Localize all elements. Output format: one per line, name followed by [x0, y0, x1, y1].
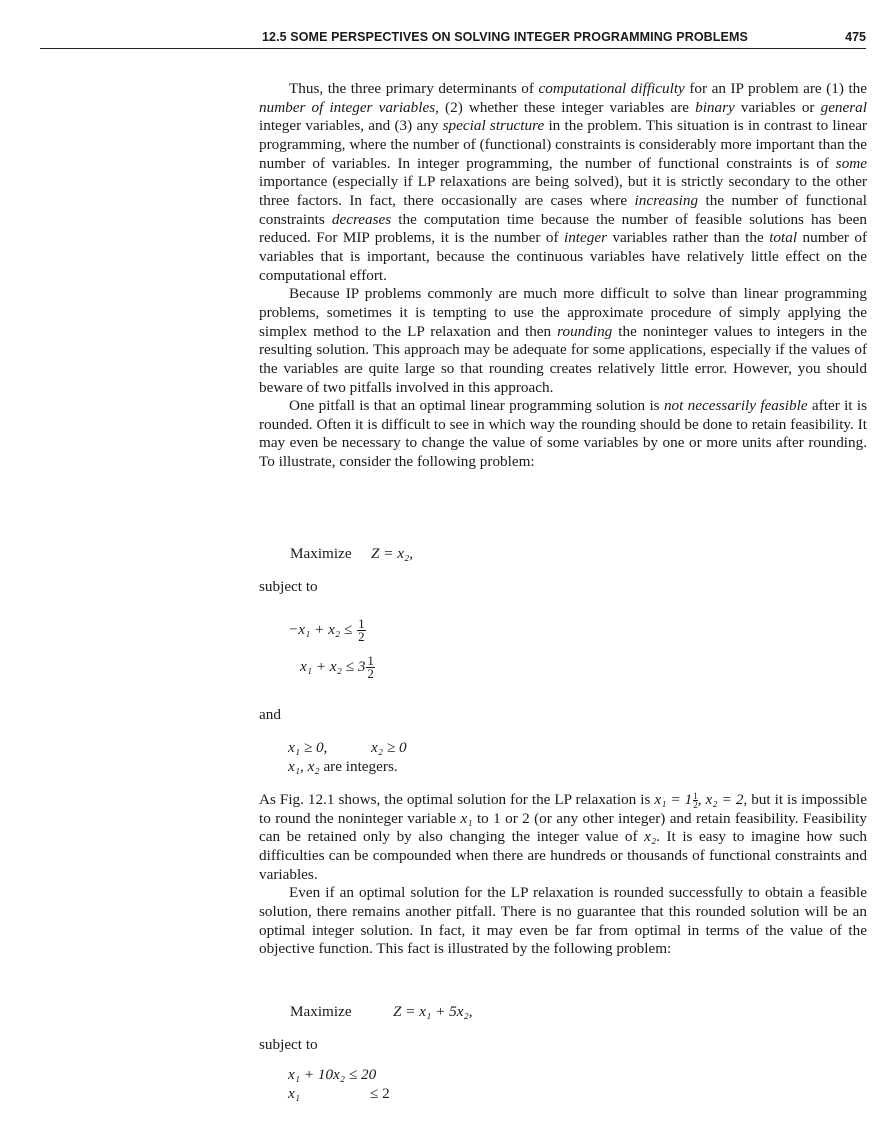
- problem2-subject-to: subject to: [259, 1036, 318, 1053]
- page-number: 475: [845, 30, 866, 44]
- header-rule: [40, 48, 866, 49]
- problem2-constraint-1: x₁ + 10x₂ ≤ 20: [288, 1066, 377, 1083]
- problem1-integer-condition: x₁, x₂ are integers.: [288, 758, 398, 775]
- problem2-constraint-2-lhs: x₁: [288, 1085, 301, 1102]
- problem2-constraint-2-rhs: ≤ 2: [370, 1085, 390, 1102]
- problem1-maximize-label: Maximize: [290, 545, 352, 562]
- running-header: [262, 28, 866, 48]
- problem1-and: and: [259, 706, 281, 723]
- problem1-nonneg-x1: x₁ ≥ 0,: [288, 739, 328, 756]
- fraction-one-half: $\frac{1}{2}$: [693, 791, 698, 811]
- paragraph-rounding-approach: Because IP problems commonly are much more difficult to solve than linear programming problems, sometimes it is tempting to use the approximate procedure of simply applying the simplex method to the LP relaxation and then rounding the noninteger values to integers in the resulting solution. This approach may be adequate for some applications, especially if the values of the variables are quite large so that rounding creates relatively little error. However, you should beware of two pitfalls involved in this approach.: [259, 285, 867, 396]
- fraction-one-half: $\frac{1}{2}$: [367, 653, 374, 681]
- paragraph-computational-difficulty: Thus, the three primary determinants of computational difficulty for an IP problem are (1) the number of integer variables, (2) whether these integer variables are binary variables or general integer variables, and (3) any special structure in the problem. This situation is in contrast to linear programming, where the number of (functional) constraints is considerably more important than the number of variables. In integer programming, the number of functional constraints is of some importance (especially if LP relaxations are being solved), but it is strictly secondary to the other three factors. In fact, there occasionally are cases where increasing the number of functional constraints decreases the computation time because the number of feasible solutions has been reduced. For MIP problems, it is the number of integer variables rather than the total number of variables that is important, because the continuous variables have relatively little effect on the computational effort. Because IP problems commonly are much more difficult to solve than linear programming problems, sometimes it is tempting to use the approximate procedure of simply applying the simplex method to the LP relaxation and then rounding the noninteger values to integers in the resulting solution. This approach may be adequate for some applications, especially if the values of the variables are quite large so that rounding creates relatively little error. However, you should beware of two pitfalls involved in this approach. One pitfall is that an optimal linear programming solution is not necessarily feasible after it is rounded. Often it is difficult to see in which way the rounding should be done to retain feasibility. It may even be necessary to change the value of some variables by one or more units after rounding. To illustrate, consider the following problem:: [259, 80, 868, 471]
- problem2-maximize-label: Maximize: [290, 1003, 352, 1020]
- problem1-constraint-1: −x₁ + x₂ ≤ $\frac{1}{2}$: [288, 616, 365, 644]
- paragraph-lp-relaxation-example: As Fig. 12.1 shows, the optimal solution for the LP relaxation is x₁ = 1 $\frac{1}{2}$ , x₂ = 2, but it is impossible to round the noninteger variable x₁ to 1 or 2 (or any other integer) and retain feasibility. Feasibility can be retained only by also changing the integer value of x₂. It is easy to imagine how such difficulties can be compounded when there are hundreds or thousands of functional constraints and variables. Even if an optimal solution for the LP relaxation is rounded successfully to obtain a feasible solution, there remains another pitfall. There is no guarantee that this rounded solution will be an optimal integer solution. In fact, it may even be far from optimal in terms of the value of the objective function. This fact is illustrated by the following problem:: [259, 791, 868, 958]
- problem1-constraint-2: x₁ + x₂ ≤ 3 $\frac{1}{2}$: [300, 653, 374, 681]
- problem1-objective: Z = x₂,: [371, 545, 414, 562]
- problem1-nonneg-x2: x₂ ≥ 0: [371, 739, 407, 756]
- problem2-objective: Z = x₁ + 5x₂,: [393, 1003, 473, 1020]
- paragraph-second-pitfall: Even if an optimal solution for the LP relaxation is rounded successfully to obtain a feasible solution, there remains another pitfall. There is no guarantee that this rounded solution will be an optimal integer solution. In fact, it may even be far from optimal in terms of the value of the objective function. This fact is illustrated by the following problem:: [259, 884, 867, 958]
- fraction-one-half: $\frac{1}{2}$: [358, 616, 365, 644]
- section-title: 12.5 SOME PERSPECTIVES ON SOLVING INTEGER PROGRAMMING PROBLEMS: [262, 30, 748, 44]
- problem1-subject-to: subject to: [259, 578, 318, 595]
- paragraph-first-pitfall: One pitfall is that an optimal linear programming solution is not necessarily feasible after it is rounded. Often it is difficult to see in which way the rounding should be done to retain feasibility. It may even be necessary to change the value of some variables by one or more units after rounding. To illustrate, consider the following problem:: [259, 397, 868, 471]
